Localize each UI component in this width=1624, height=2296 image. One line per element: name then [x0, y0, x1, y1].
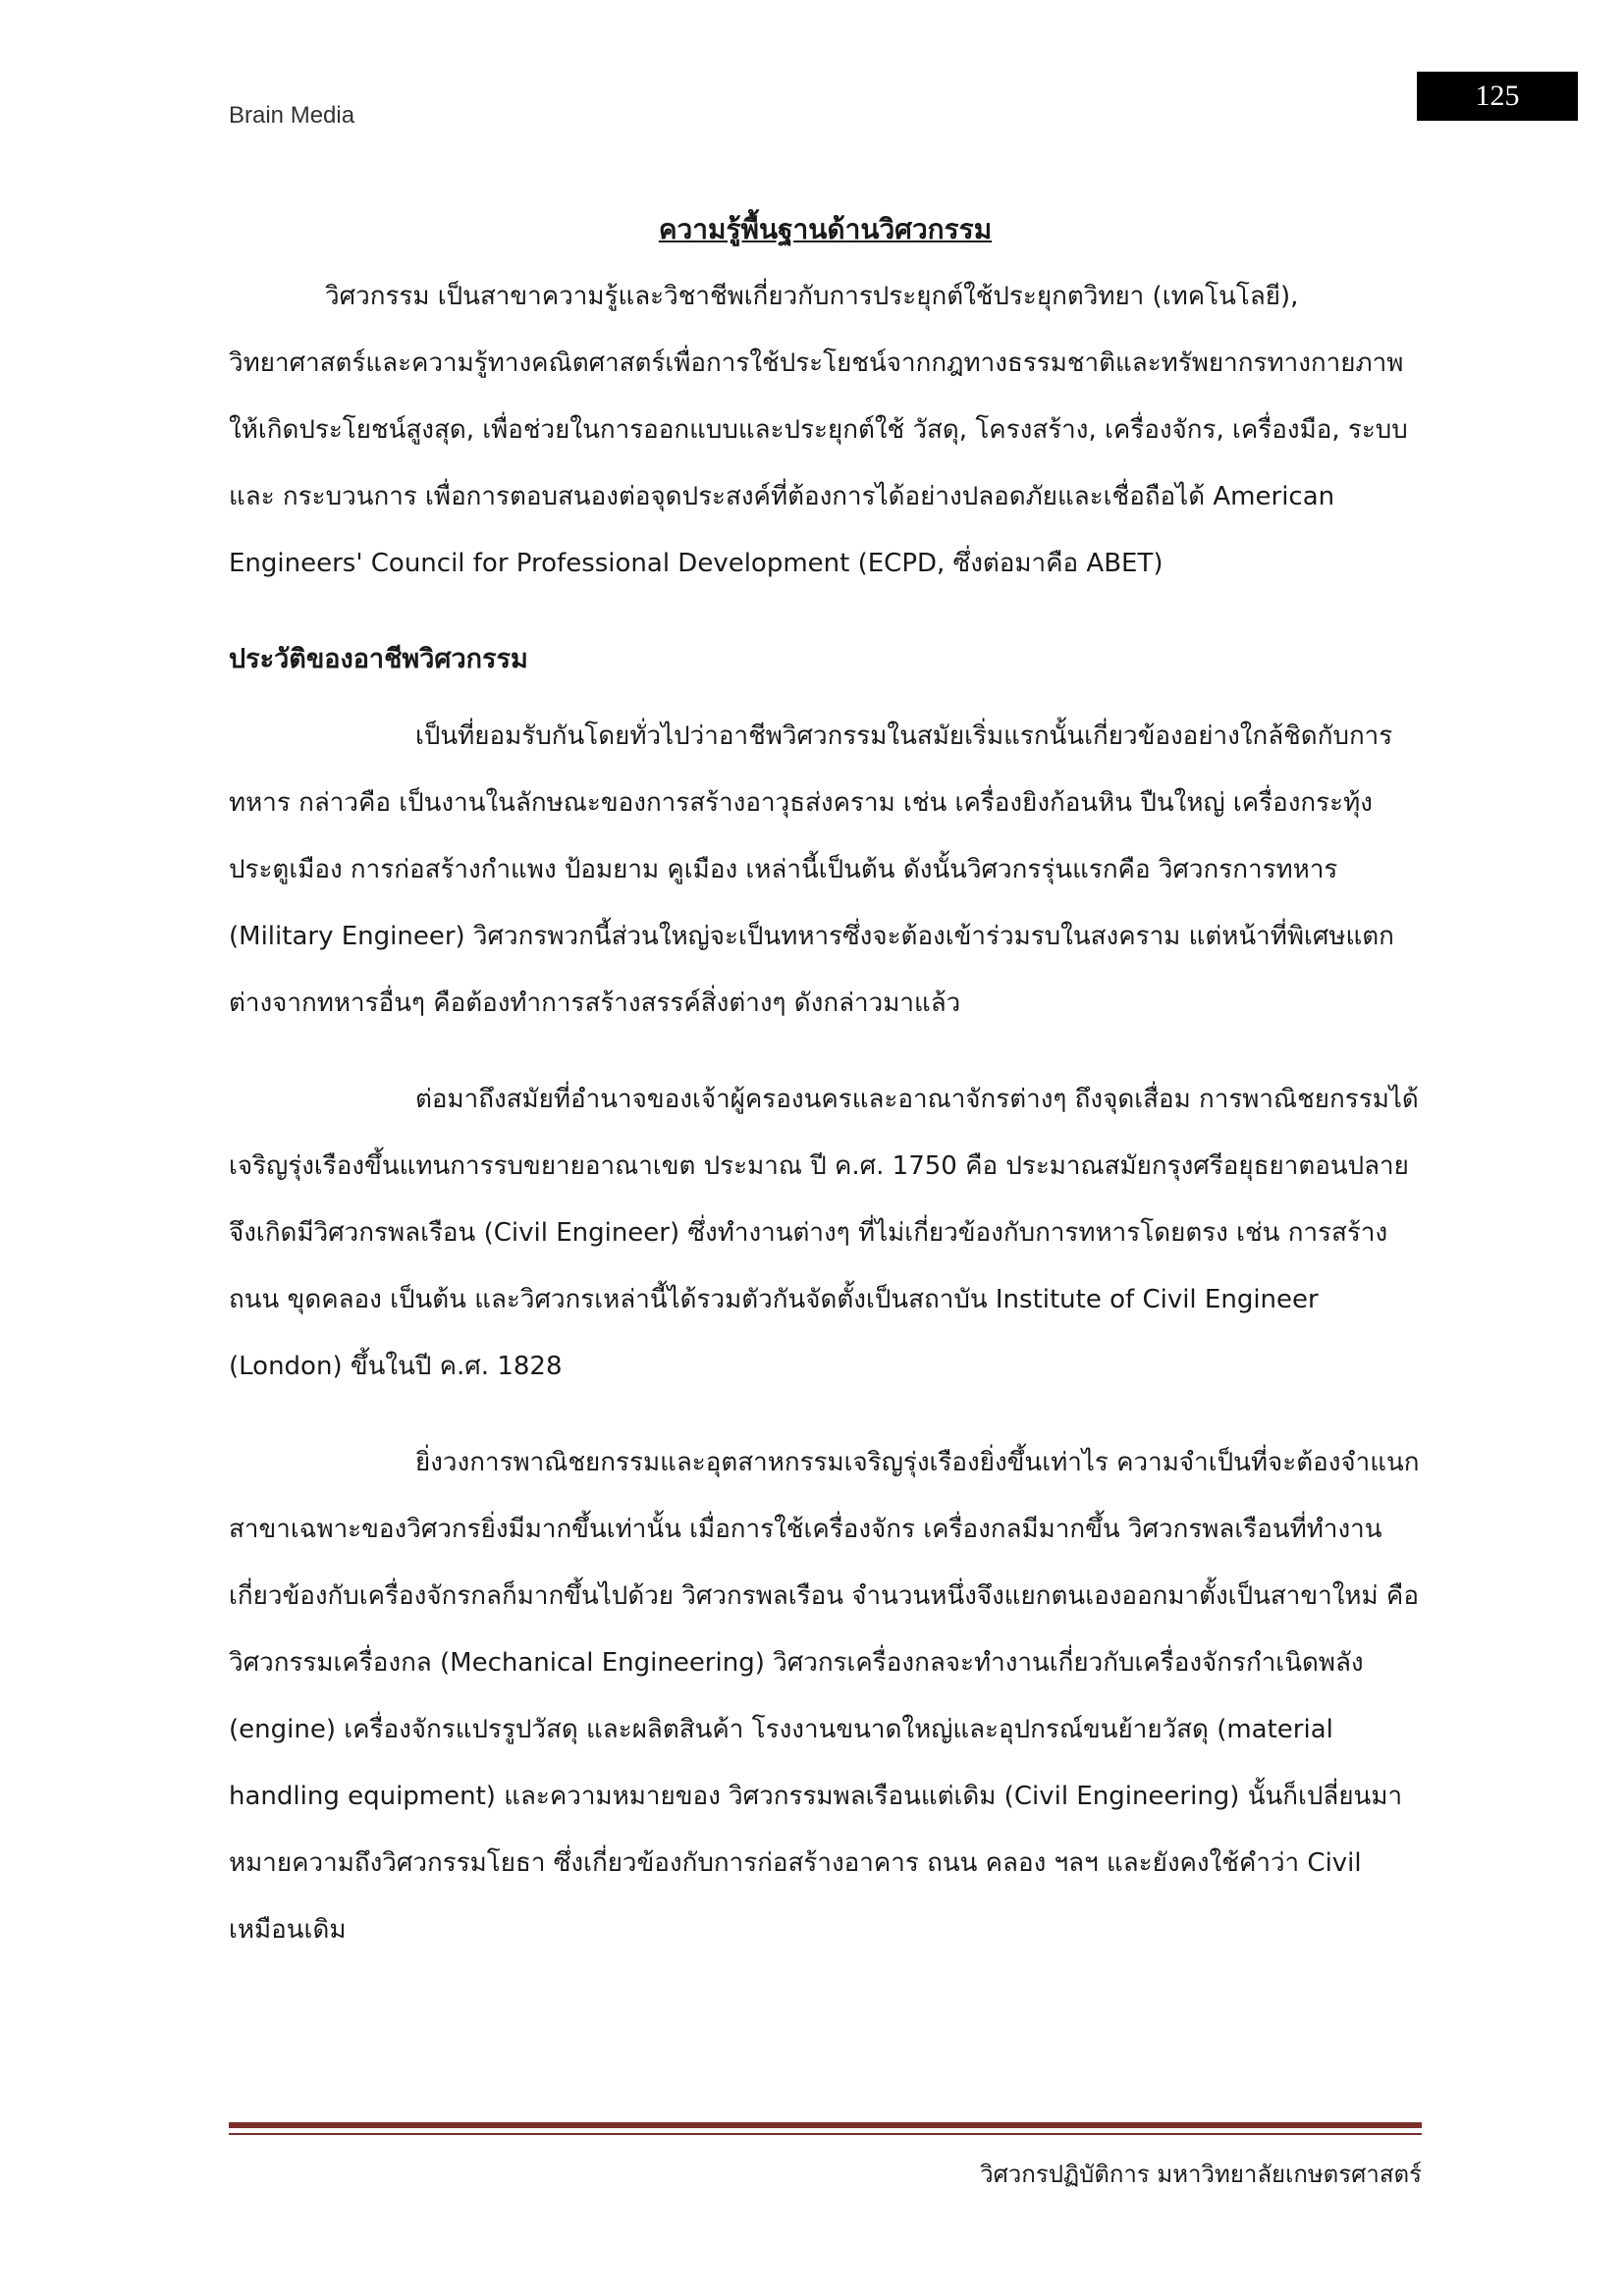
- intro-paragraph: วิศวกรรม เป็นสาขาความรู้และวิชาชีพเกี่ยวกับการประยุกต์ใช้ประยุกตวิทยา (เทคโนโลยี), วิทยาศาสตร์และความรู้ทางคณิตศาสตร์เพื่อการใช้ประโยชน์จากกฎทางธรรมชาติและทรัพยากรทางกายภาพให้เกิดประโยชน์สูงสุด, เพื่อช่วยในการออกแบบและประยุกต์ใช้ วัสดุ, โครงสร้าง, เครื่องจักร, เครื่องมือ, ระบบ และ กระบวนการ เพื่อการตอบสนองต่อจุดประสงค์ที่ต้องการได้อย่างปลอดภัยและเชื่อถือได้ American Engineers' Council for Professional Development (ECPD, ซึ่งต่อมาคือ ABET): [229, 282, 1408, 578]
- section-heading: ประวัติของอาชีพวิศวกรรม: [229, 644, 528, 674]
- history-paragraph-2: ต่อมาถึงสมัยที่อำนาจของเจ้าผู้ครองนครและอาณาจักรต่างๆ ถึงจุดเสื่อม การพาณิชยกรรมได้เจริญรุ่งเรืองขึ้นแทนการรบขยายอาณาเขต ประมาณ ปี ค.ศ. 1750 คือ ประมาณสมัยกรุงศรีอยุธยาตอนปลาย จึงเกิดมีวิศวกรพลเรือน (Civil Engineer) ซึ่งทำงานต่างๆ ที่ไม่เกี่ยวข้องกับการทหารโดยตรง เช่น การสร้างถนน ขุดคลอง เป็นต้น และวิศวกรเหล่านี้ได้รวมตัวกันจัดตั้งเป็นสถาบัน Institute of Civil Engineer (London) ขึ้นในปี ค.ศ. 1828: [229, 1085, 1419, 1381]
- document-body: [229, 196, 1422, 1963]
- footer-divider-thin: [229, 2133, 1422, 2135]
- history-paragraph-1: เป็นที่ยอมรับกันโดยทั่วไปว่าอาชีพวิศวกรรมในสมัยเริ่มแรกนั้นเกี่ยวข้องอย่างใกล้ชิดกับการทหาร กล่าวคือ เป็นงานในลักษณะของการสร้างอาวุธส่งคราม เช่น เครื่องยิงก้อนหิน ปืนใหญ่ เครื่องกระทุ้งประตูเมือง การก่อสร้างกำแพง ป้อมยาม คูเมือง เหล่านี้เป็นต้น ดังนั้นวิศวกรรุ่นแรกคือ วิศวกรการทหาร (Military Engineer) วิศวกรพวกนี้ส่วนใหญ่จะเป็นทหารซึ่งจะต้องเข้าร่วมรบในสงคราม แต่หน้าที่พิเศษแตกต่างจากทหารอื่นๆ คือต้องทำการสร้างสรรค์สิ่งต่างๆ ดังกล่าวมาแล้ว: [229, 721, 1394, 1018]
- document-title: ความรู้พื้นฐานด้านวิศวกรรม: [658, 213, 993, 245]
- history-paragraph-3: ยิ่งวงการพาณิชยกรรมและอุตสาหกรรมเจริญรุ่งเรืองยิ่งขึ้นเท่าไร ความจำเป็นที่จะต้องจำแนกสาขาเฉพาะของวิศวกรยิ่งมีมากขึ้นเท่านั้น เมื่อการใช้เครื่องจักร เครื่องกลมีมากขึ้น วิศวกรพลเรือนที่ทำงานเกี่ยวข้องกับเครื่องจักรกลก็มากขึ้นไปด้วย วิศวกรพลเรือน จำนวนหนึ่งจึงแยกตนเองออกมาตั้งเป็นสาขาใหม่ คือ วิศวกรรมเครื่องกล (Mechanical Engineering) วิศวกรเครื่องกลจะทำงานเกี่ยวกับเครื่องจักรกำเนิดพลัง (engine) เครื่องจักรแปรรูปวัสดุ และผลิตสินค้า โรงงานขนาดใหญ่และอุปกรณ์ขนย้ายวัสดุ (material handling equipment) และความหมายของ วิศวกรรมพลเรือนแต่เดิม (Civil Engineering) นั้นก็เปลี่ยนมาหมายความถึงวิศวกรรมโยธา ซึ่งเกี่ยวข้องกับการก่อสร้างอาคาร ถนน คลอง ฯลฯ และยังคงใช้คำว่า Civil เหมือนเดิม: [229, 1448, 1420, 1945]
- page-number: 125: [1417, 72, 1578, 121]
- header-brand: Brain Media: [229, 102, 355, 129]
- footer-divider: [229, 2122, 1422, 2128]
- footer-text: วิศวกรปฏิบัติการ มหาวิทยาลัยเกษตรศาสตร์: [980, 2161, 1422, 2188]
